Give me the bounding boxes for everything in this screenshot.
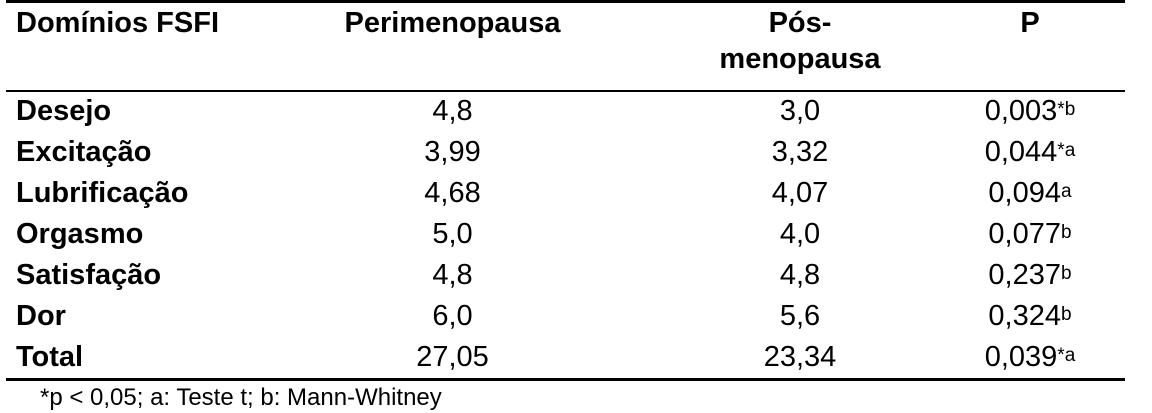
row-p-value: 0,003$^{*b}$ xyxy=(984,95,1076,127)
row-perimenopausa: 4,8 xyxy=(432,259,473,291)
row-perimenopausa: 27,05 xyxy=(416,341,489,373)
row-perimenopausa: 6,0 xyxy=(432,300,473,332)
header-p: P xyxy=(1020,7,1040,39)
row-p-value: 0,077$^b$ xyxy=(988,218,1072,250)
row-posmenopausa: 4,8 xyxy=(779,259,821,291)
header-posmenopausa-line1: Pós- xyxy=(768,7,832,39)
row-perimenopausa: 4,68 xyxy=(424,177,481,209)
table-row xyxy=(0,337,1125,378)
row-domain: Satisfação xyxy=(16,259,162,291)
table-row xyxy=(0,214,1125,255)
header-posmenopausa-line2: menopausa xyxy=(719,43,881,75)
row-domain: Total xyxy=(16,341,84,373)
table-row xyxy=(0,91,1125,132)
significance-mark: b xyxy=(1061,222,1072,243)
significance-mark: a xyxy=(1061,181,1072,202)
significance-mark: *b xyxy=(1057,99,1076,120)
table-row xyxy=(0,255,1125,296)
row-posmenopausa: 4,0 xyxy=(779,218,821,250)
table-row xyxy=(0,296,1125,337)
row-domain: Dor xyxy=(16,300,66,332)
significance-mark: *a xyxy=(1057,140,1076,161)
row-domain: Orgasmo xyxy=(16,218,144,250)
row-p-value: 0,039$^{*a}$ xyxy=(984,341,1076,373)
bottom-rule xyxy=(6,378,1125,381)
significance-mark: *a xyxy=(1057,345,1076,366)
row-posmenopausa: 23,34 xyxy=(763,341,837,373)
row-domain: Excitação xyxy=(16,136,152,168)
row-p-value: 0,237$^b$ xyxy=(988,259,1072,291)
row-perimenopausa: 4,8 xyxy=(432,95,473,127)
row-p-value: 0,044$^{*a}$ xyxy=(984,136,1076,168)
row-posmenopausa: 3,32 xyxy=(771,136,829,168)
header-dominios: Domínios FSFI xyxy=(16,7,219,39)
row-posmenopausa: 5,6 xyxy=(779,300,821,332)
table-row xyxy=(0,132,1125,173)
table-row xyxy=(0,173,1125,214)
table-footnote: *p < 0,05; a: Teste t; b: Mann-Whitney xyxy=(40,384,442,411)
row-posmenopausa: 4,07 xyxy=(771,177,829,209)
top-rule xyxy=(6,0,1125,3)
significance-mark: b xyxy=(1061,304,1072,325)
significance-mark: b xyxy=(1061,263,1072,284)
row-p-value: 0,094$^a$ xyxy=(988,177,1072,209)
header-perimenopausa: Perimenopausa xyxy=(344,7,561,39)
row-perimenopausa: 5,0 xyxy=(432,218,473,250)
row-domain: Lubrificação xyxy=(16,177,189,209)
row-posmenopausa: 3,0 xyxy=(779,95,821,127)
row-perimenopausa: 3,99 xyxy=(424,136,481,168)
row-p-value: 0,324$^b$ xyxy=(988,300,1072,332)
row-domain: Desejo xyxy=(16,95,112,127)
